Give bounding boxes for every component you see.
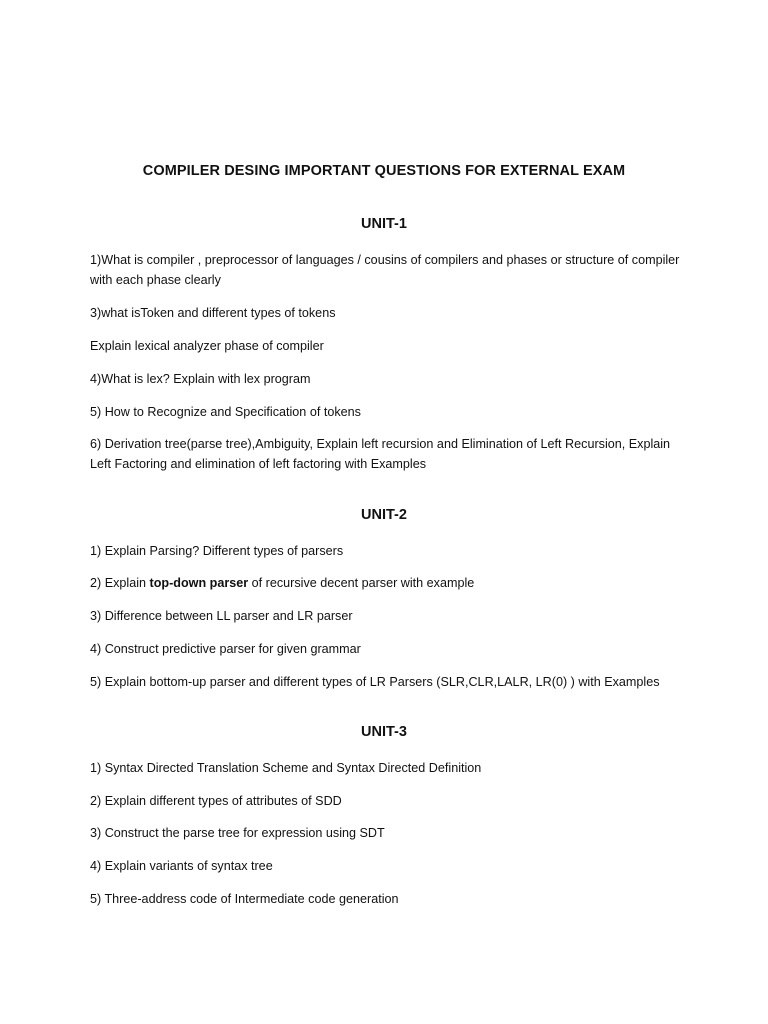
- unit-1-question-1: 1)What is compiler , preprocessor of languages / cousins of compilers and phases or structure of compiler with each phase clearly: [90, 253, 680, 287]
- unit-2-question-3: 3) Difference between LL parser and LR parser: [90, 609, 353, 623]
- unit-2-question-4: 4) Construct predictive parser for given grammar: [90, 642, 361, 656]
- unit-1-question-6: 6) Derivation tree(parse tree),Ambiguity, Explain left recursion and Elimination of Left Recursion, Explain Left Factoring and elimination of left factoring with Examples: [90, 437, 671, 471]
- document-title: COMPILER DESING IMPORTANT QUESTIONS FOR EXTERNAL EXAM: [142, 163, 626, 179]
- unit-3-question-2: 2) Explain different types of attributes of SDD: [90, 794, 342, 808]
- unit-2-heading: UNIT-2: [361, 507, 407, 523]
- unit-1-question-3: Explain lexical analyzer phase of compiler: [90, 339, 324, 353]
- unit-3-question-4: 4) Explain variants of syntax tree: [90, 859, 273, 873]
- unit-2-question-2-suffix: of recursive decent parser with example: [248, 576, 475, 590]
- unit-3-question-1: 1) Syntax Directed Translation Scheme and Syntax Directed Definition: [90, 761, 482, 775]
- unit-2-question-1: 1) Explain Parsing? Different types of parsers: [90, 544, 344, 558]
- unit-2-question-2: [90, 573, 690, 593]
- unit-2-question-5: 5) Explain bottom-up parser and different types of LR Parsers (SLR,CLR,LALR, LR(0) ) with Examples: [90, 675, 660, 689]
- unit-1-question-5: 5) How to Recognize and Specification of tokens: [90, 405, 361, 419]
- unit-3-heading: UNIT-3: [361, 724, 407, 740]
- unit-3-question-5: 5) Three-address code of Intermediate code generation: [90, 892, 399, 906]
- unit-1-question-2: 3)what isToken and different types of tokens: [90, 306, 336, 320]
- unit-1-heading: UNIT-1: [361, 216, 407, 232]
- unit-3-question-3: 3) Construct the parse tree for expression using SDT: [90, 826, 385, 840]
- unit-1-question-4: 4)What is lex? Explain with lex program: [90, 372, 311, 386]
- unit-2-question-2-bold: top-down parser: [149, 576, 249, 590]
- unit-2-question-2-prefix: 2) Explain: [90, 576, 150, 590]
